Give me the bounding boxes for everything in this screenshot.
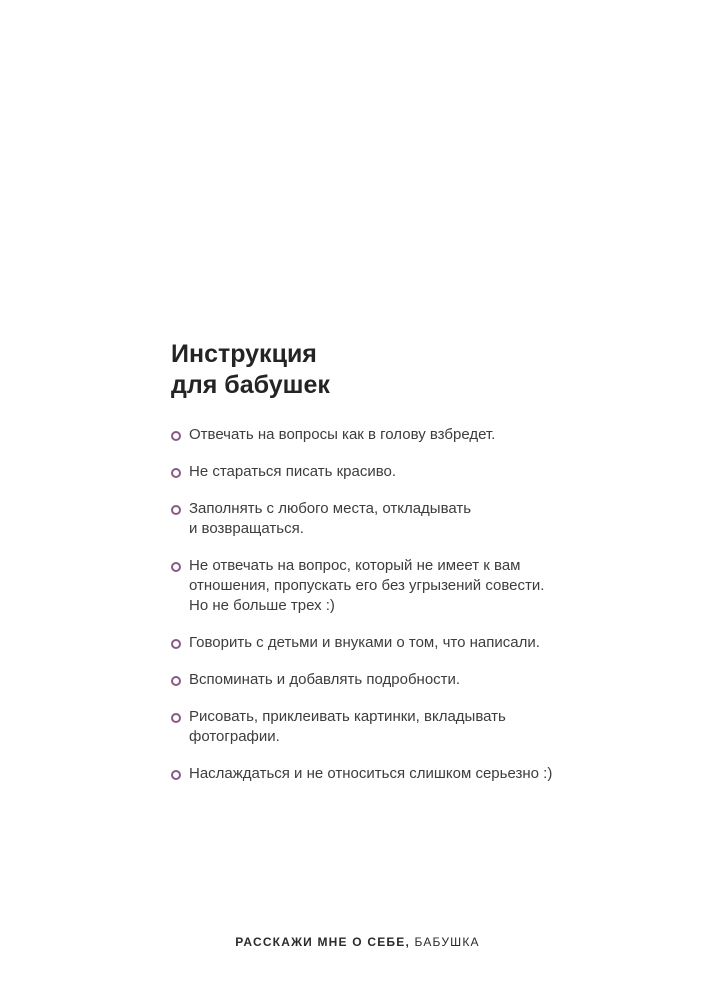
ring-bullet-icon [171,431,181,441]
list-item-text-line: Отвечать на вопросы как в голову взбредет. [189,426,496,443]
list-item [171,670,641,690]
list-item [171,462,641,482]
list-item-text-line: Наслаждаться и не относиться слишком серьезно :) [189,765,553,782]
list-item-text-line: Не отвечать на вопрос, который не имеет к вам [189,557,521,574]
list-item [171,556,641,616]
list-item [171,764,641,784]
list-item-text-line: Но не больше трех :) [189,597,335,614]
list-item-text-line: Рисовать, приклеивать картинки, вкладывать [189,708,506,725]
ring-bullet-icon [171,468,181,478]
page-title [171,339,641,401]
instruction-list [171,425,641,784]
page-title-line-2: для бабушек [171,371,330,399]
footer-book-title: РАССКАЖИ МНЕ О СЕБЕ, [235,935,410,949]
list-item [171,707,641,747]
instructions-section [171,339,641,801]
page-footer [0,935,715,949]
list-item-text-line: фотографии. [189,728,280,745]
ring-bullet-icon [171,505,181,515]
list-item [171,425,641,445]
list-item [171,633,641,653]
list-item-text-line: отношения, пропускать его без угрызений совести. [189,577,545,594]
list-item-text-line: Не стараться писать красиво. [189,463,397,480]
ring-bullet-icon [171,676,181,686]
ring-bullet-icon [171,713,181,723]
page-title-line-1: Инструкция [171,340,317,368]
list-item-text-line: Заполнять с любого места, откладывать [189,500,472,517]
list-item-text-line: и возвращаться. [189,520,304,537]
list-item-text-line: Вспоминать и добавлять подробности. [189,671,461,688]
ring-bullet-icon [171,639,181,649]
list-item-text-line: Говорить с детьми и внуками о том, что написали. [189,634,540,651]
ring-bullet-icon [171,562,181,572]
list-item [171,499,641,539]
footer-book-subtitle: БАБУШКА [414,935,480,949]
ring-bullet-icon [171,770,181,780]
